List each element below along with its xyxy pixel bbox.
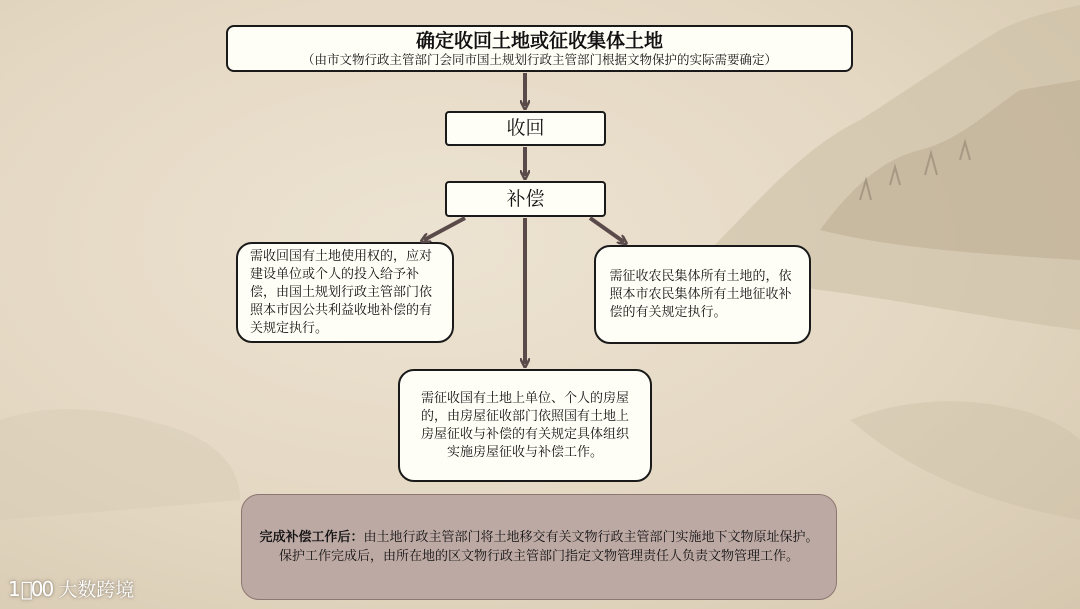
step-compensation: 补偿 <box>445 181 606 217</box>
step-recover: 收回 <box>445 111 606 146</box>
logo-text: 大数跨境 <box>58 579 135 601</box>
logo-icon: 1⃝00 <box>8 576 53 601</box>
note-collective-land-text: 需征收农民集体所有土地的，依照本市农民集体所有土地征收补偿的有关规定执行。 <box>609 268 792 320</box>
title-subtitle: （由市文物行政主管部门会同市国土规划行政主管部门根据文物保护的实际需要确定） <box>301 52 777 67</box>
final-step-text: 由土地行政主管部门将土地移交有关文物行政主管部门实施地下文物原址保护。保护工作完成后，由所在地的区文物行政主管部门指定文物管理责任人负责文物管理工作。 <box>278 530 819 564</box>
note-state-land-text: 需收回国有土地使用权的，应对建设单位或个人的投入给予补偿，由国土规划行政主管部门依照本市因公共利益收地补偿的有关规定执行。 <box>250 248 433 336</box>
arrow-to-left-note <box>424 218 465 240</box>
arrow-to-right-note <box>590 218 624 242</box>
title-main: 确定收回土地或征收集体土地 <box>415 30 663 52</box>
final-step-box <box>241 494 837 600</box>
note-house-expropriation-text: 需征收国有土地上单位、个人的房屋的，由房屋征收部门依照国有土地上房屋征收与补偿的有关规定具体组织实施房屋征收与补偿工作。 <box>420 390 629 460</box>
final-step-label: 完成补偿工作后： <box>259 530 364 545</box>
watermark-logo <box>8 575 134 602</box>
